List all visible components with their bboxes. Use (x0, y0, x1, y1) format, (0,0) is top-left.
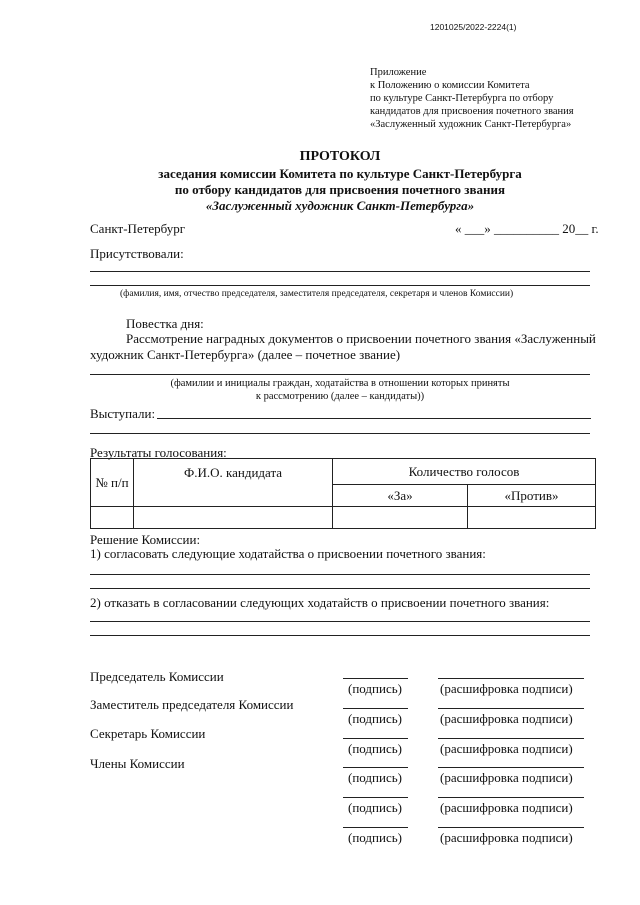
fill-line (90, 374, 590, 375)
col-for: «За» (333, 485, 468, 507)
signature-line (343, 827, 408, 828)
signature-caption: (подпись) (348, 770, 402, 785)
document-number: 1201025/2022-2224(1) (430, 22, 517, 32)
fill-line (90, 285, 590, 286)
title-heading: ПРОТОКОЛ (299, 149, 381, 164)
decode-line (438, 797, 584, 798)
agenda-label: Повестка дня: (126, 316, 204, 331)
signature-caption: (подпись) (348, 681, 402, 696)
signature-line (343, 738, 408, 739)
decode-caption: (расшифровка подписи) (440, 681, 573, 696)
signature-caption: (подпись) (348, 741, 402, 756)
decode-caption: (расшифровка подписи) (440, 800, 573, 815)
table-cell (333, 507, 468, 529)
table-cell (91, 507, 134, 529)
appendix-line: Приложение (370, 67, 427, 78)
fill-line (90, 635, 590, 636)
table-cell (134, 507, 333, 529)
signature-line (343, 708, 408, 709)
signature-line (343, 678, 408, 679)
candidates-hint (90, 377, 590, 403)
document-title (0, 148, 640, 214)
decode-line (438, 767, 584, 768)
signature-line (343, 797, 408, 798)
appendix-line: по культуре Санкт-Петербурга по отбору (370, 93, 554, 104)
present-hint: (фамилия, имя, отчество председателя, заместителя председателя, секретаря и членов Комиссии) (120, 289, 514, 299)
decode-line (438, 827, 584, 828)
table-cell (468, 507, 596, 529)
fill-line (90, 574, 590, 575)
title-line: заседания комиссии Комитета по культуре Санкт-Петербурга (158, 166, 522, 181)
fill-line (90, 588, 590, 589)
role-secretary: Секретарь Комиссии (90, 726, 206, 741)
fill-line (90, 621, 590, 622)
title-line: по отбору кандидатов для присвоения почетного звания (174, 182, 506, 197)
candidates-hint-line: (фамилии и инициалы граждан, ходатайства в отношении которых приняты (170, 378, 510, 389)
appendix-block (370, 66, 574, 131)
fill-line (90, 271, 590, 272)
decode-caption: (расшифровка подписи) (440, 830, 573, 845)
decision-reject: 2) отказать в согласовании следующих ходатайств о присвоении почетного звания: (90, 595, 550, 610)
signature-line (343, 767, 408, 768)
col-name: Ф.И.О. кандидата (134, 459, 333, 507)
table-header-row (91, 459, 596, 485)
decode-caption: (расшифровка подписи) (440, 770, 573, 785)
role-chair: Председатель Комиссии (90, 669, 224, 684)
present-label: Присутствовали: (90, 246, 184, 261)
decode-line (438, 708, 584, 709)
decision-label: Решение Комиссии: (90, 532, 201, 547)
appendix-line: к Положению о комиссии Комитета (370, 80, 530, 91)
signature-caption: (подпись) (348, 830, 402, 845)
agenda-text: художник Санкт-Петербурга» (далее – почетное звание) (90, 347, 401, 362)
table-row (91, 507, 596, 529)
date-field: « ___» __________ 20__ г. (455, 221, 599, 236)
decode-caption: (расшифровка подписи) (440, 711, 573, 726)
speakers-label: Выступали: (90, 406, 156, 421)
decision-approve: 1) согласовать следующие ходатайства о присвоении почетного звания: (90, 546, 486, 561)
col-against: «Против» (468, 485, 596, 507)
city: Санкт-Петербург (90, 221, 186, 236)
signature-caption: (подпись) (348, 800, 402, 815)
decode-line (438, 738, 584, 739)
fill-line (90, 433, 590, 434)
decode-caption: (расшифровка подписи) (440, 741, 573, 756)
voting-table (90, 458, 596, 529)
col-num: № п/п (91, 459, 134, 507)
agenda-text: Рассмотрение наградных документов о присвоении почетного звания «Заслуженный (126, 331, 596, 346)
col-votes: Количество голосов (333, 459, 596, 485)
candidates-hint-line: к рассмотрению (далее – кандидаты)) (255, 391, 425, 402)
appendix-line: кандидатов для присвоения почетного звания (370, 106, 574, 117)
voting-label: Результаты голосования: (90, 445, 227, 460)
title-line: «Заслуженный художник Санкт-Петербурга» (205, 198, 475, 213)
role-deputy: Заместитель председателя Комиссии (90, 697, 294, 712)
decode-line (438, 678, 584, 679)
signature-caption: (подпись) (348, 711, 402, 726)
role-members: Члены Комиссии (90, 756, 185, 771)
fill-line (157, 418, 591, 419)
appendix-line: «Заслуженный художник Санкт-Петербурга» (370, 119, 572, 130)
